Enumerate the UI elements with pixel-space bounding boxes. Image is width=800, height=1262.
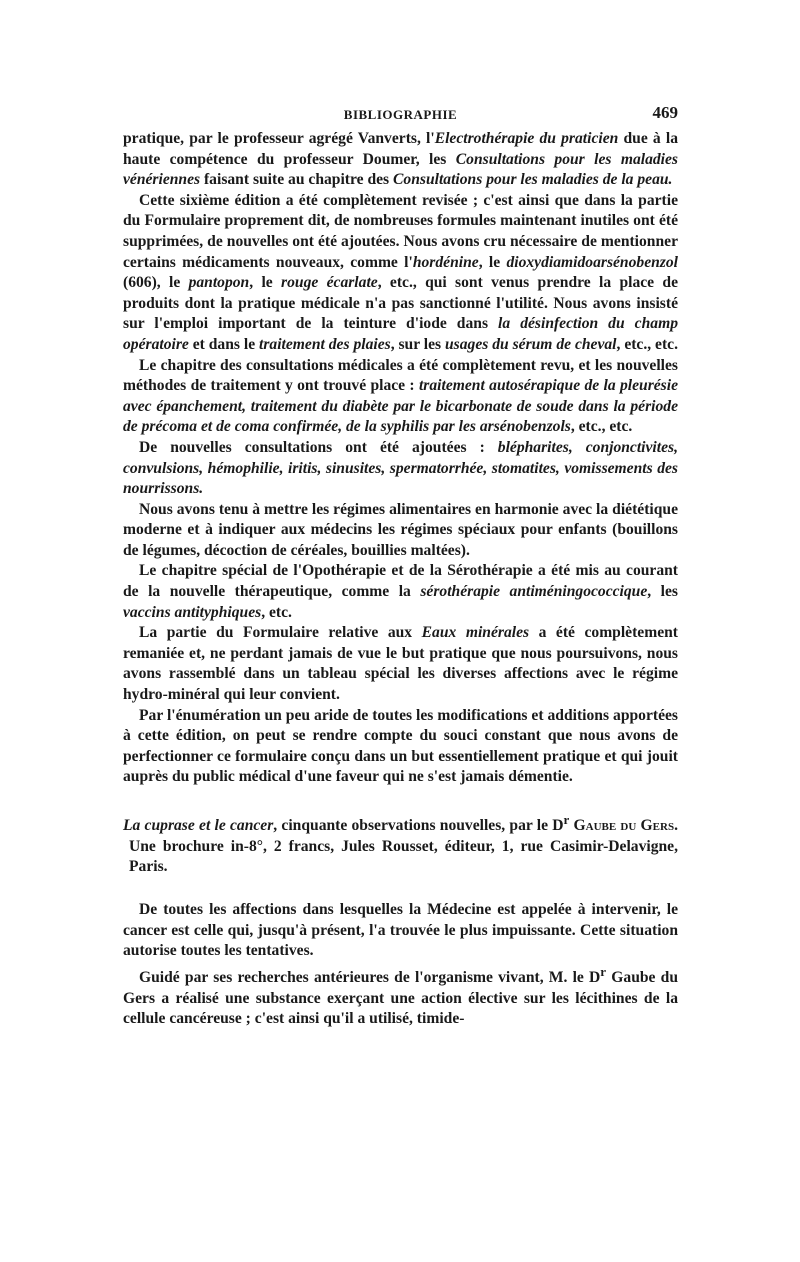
paragraph: [123, 356, 678, 438]
text-run: , le: [478, 253, 507, 271]
text-run: , etc., qui sont venus prendre la place de produits dont la pratique médicale n'a pas sanctionné l'utilité. Nous avons insisté sur l'emploi important de la teinture d'iode dans: [123, 274, 679, 333]
superscript: r: [563, 812, 570, 827]
text-run: due à la haute compétence du professeur Doumer, les: [123, 130, 679, 168]
author-name: Gaube du Gers: [573, 817, 675, 835]
italic-text: sérothérapie antiméningococcique: [420, 583, 648, 601]
page-number: 469: [652, 103, 678, 122]
text-run: , sur les: [390, 335, 445, 353]
text-run: , etc., etc.: [616, 335, 678, 353]
italic-text: Electrothérapie du praticien: [434, 130, 619, 147]
italic-text: traitement des plaies: [259, 335, 391, 353]
body-text: [123, 129, 678, 1030]
paragraph: [123, 623, 678, 705]
bibliography-entry: [123, 810, 678, 878]
section-gap: [123, 878, 678, 900]
superscript: r: [600, 963, 607, 979]
text-run: Par l'énumération un peu aride de toutes les modifications et additions apportées à cette édition, on peut se rendre compte du souci constant que nous avons de perfectionner ce formulaire conçu dans un but essentiellement pratique et qui jouit auprès du public médical d'une faveur qui ne s'est jamais démentie.: [123, 706, 678, 786]
paragraph: [123, 438, 678, 500]
text-run: Nous avons tenu à mettre les régimes alimentaires en harmonie avec la diététique moderne et à indiquer aux médecins les régimes spéciaux pour enfants (bouillons de légumes, décoction de céréales, bouillies maltées).: [123, 500, 678, 559]
text-run: pratique, par le professeur agrégé Vanverts, l': [123, 130, 435, 147]
text-run: La partie du Formulaire relative aux: [139, 624, 422, 642]
italic-text: hordénine: [412, 253, 479, 271]
text-run: De toutes les affections dans lesquelles la Médecine est appelée à intervenir, le cancer est celle qui, jusqu'à présent, l'a trouvée le plus impuissante. Cette situation autorise toutes les tentatives.: [123, 900, 678, 960]
text-run: , le: [249, 274, 282, 292]
text-run: Le chapitre des consultations médicales a été complètement revu, et les nouvelles méthodes de traitement y ont trouvé place :: [123, 356, 678, 395]
italic-text: la désinfection du champ opératoire: [123, 315, 678, 353]
paragraph: [123, 962, 678, 1030]
text-run: , cinquante observations nouvelles, par le D: [273, 817, 564, 835]
italic-text: La cuprase et le cancer: [123, 817, 274, 835]
text-run: De nouvelles consultations ont été ajoutées :: [139, 438, 498, 456]
italic-text: dioxydiamidoarsénobenzol: [506, 253, 678, 271]
book-page: [123, 103, 678, 1030]
text-run: , etc., etc.: [570, 418, 633, 436]
text-run: (606), le: [123, 274, 189, 292]
text-run: , les: [647, 583, 678, 601]
italic-text: usages du sérum de cheval: [444, 335, 617, 353]
italic-text: traitement autosérapique de la pleurésie avec épanchement, traitement du diabète par le bicarbonate de soude dans la période de précoma et de coma confirmée, de la syphilis par les arsénobenzols: [123, 377, 679, 436]
text-run: Guidé par ses recherches antérieures de l'organisme vivant, M. le D: [139, 968, 601, 986]
paragraph: [123, 900, 678, 962]
italic-text: Consultations pour les maladies de la peau.: [393, 171, 673, 189]
paragraph: [123, 191, 678, 356]
text-run: , etc.: [261, 603, 292, 621]
text-run: Cette sixième édition a été complètement revisée ; c'est ainsi que dans la partie du Formulaire proprement dit, de nombreuses formules maintenant inutiles ont été supprimées, de nouvelles ont été ajoutées. Nous avons cru nécessaire de mentionner certains médicaments nouveaux, comme l': [123, 191, 678, 271]
italic-text: Eaux minérales: [421, 624, 530, 642]
running-header: [123, 103, 678, 129]
section-gap: [123, 788, 678, 810]
text-run: et dans le: [188, 335, 260, 353]
italic-text: Consultations pour les maladies vénériennes: [123, 150, 678, 189]
italic-text: blépharites, conjonctivites, convulsions, hémophilie, iritis, sinusites, spermatorrhée, stomatites, vomissements des nourrissons.: [123, 438, 678, 498]
text-run: a été complètement remaniée et, ne perdant jamais de vue le but pratique que nous poursuivons, nous avons rassemblé dans un tableau spécial les diverses affections avec le régime hydro-minéral qui leur convient.: [123, 624, 678, 704]
italic-text: pantopon: [188, 274, 250, 292]
text-run: Le chapitre spécial de l'Opothérapie et de la Sérothérapie a été mis au courant de la nouvelle thérapeutique, comme la: [123, 562, 678, 601]
italic-text: vaccins antityphiques: [123, 603, 262, 621]
italic-text: rouge écarlate: [281, 274, 378, 292]
text-run: faisant suite au chapitre des: [200, 171, 394, 189]
paragraph: [123, 129, 678, 191]
running-title: BIBLIOGRAPHIE: [343, 107, 458, 122]
paragraph: [123, 500, 678, 562]
text-run: . Une brochure in-8°, 2 francs, Jules Rousset, éditeur, 1, rue Casimir-Delavigne, Paris.: [129, 817, 678, 876]
paragraph: [123, 561, 678, 623]
paragraph: [123, 706, 678, 788]
text-run: Gaube du Gers a réalisé une substance exerçant une action élective sur les lécithines de la cellule cancéreuse ; c'est ainsi qu'il a utilisé, timide-: [123, 968, 678, 1028]
